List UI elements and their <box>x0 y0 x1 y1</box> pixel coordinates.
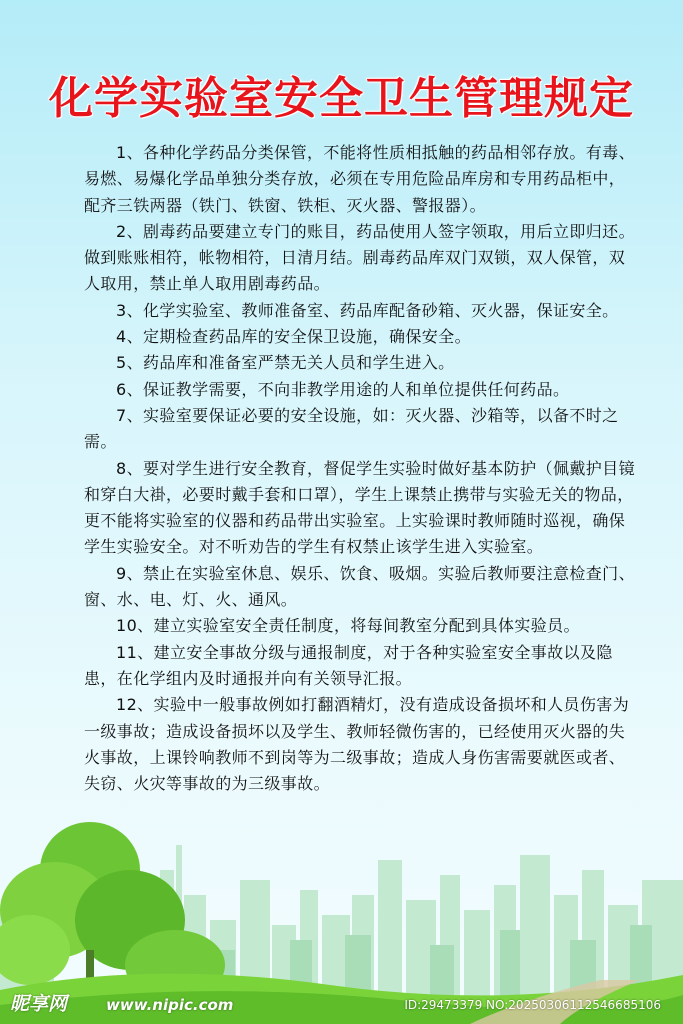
rule-item: 11、建立安全事故分级与通报制度，对于各种实验室安全事故以及隐患，在化学组内及时通报并向有关领导汇报。 <box>84 642 613 688</box>
rule-item: 10、建立实验室安全责任制度，将每间教室分配到具体实验员。 <box>116 616 580 636</box>
rule-item: 12、实验中一般事故例如打翻酒精灯，没有造成设备损坏和人员伤害为一级事故；造成设备损坏以及学生、教师轻微伤害的，已经使用灭火器的失火事故，上课铃响教师不到岗等为二级事故；造成人身伤害需要就医或者、失窃、火灾等事故的为三级事故。 <box>84 695 630 794</box>
rules-list <box>84 140 640 797</box>
rule-item: 8、要对学生进行安全教育，督促学生实验时做好基本防护（佩戴护目镜和穿白大褂，必要时戴手套和口罩），学生上课禁止携带与实验无关的物品，更不能将实验室的仪器和药品带出实验室。上实验课时教师随时巡视，确保学生实验安全。对不听劝告的学生有权禁止该学生进入实验室。 <box>84 458 635 557</box>
watermark-id: ID:29473379 NO:20250306112546685106 <box>404 998 661 1012</box>
rule-item: 7、实验室要保证必要的安全设施，如：灭火器、沙箱等，以备不时之需。 <box>84 405 619 452</box>
city-landscape-illustration <box>0 800 683 1024</box>
rule-item: 6、保证教学需要，不向非教学用途的人和单位提供任何药品。 <box>116 379 570 399</box>
rule-item: 4、定期检查药品库的安全保卫设施，确保安全。 <box>116 327 471 347</box>
watermark-logo: 昵享网 <box>10 993 68 1015</box>
rule-item: 3、化学实验室、教师准备室、药品库配备砂箱、灭火器，保证安全。 <box>116 300 619 320</box>
rule-item: 9、禁止在实验室休息、娱乐、饮食、吸烟。实验后教师要注意检查门、窗、水、电、灯、火、通风。 <box>84 563 635 610</box>
rule-item: 5、药品库和准备室严禁无关人员和学生进入。 <box>116 353 455 373</box>
rule-item: 1、各种化学药品分类保管，不能将性质相抵触的药品相邻存放。有毒、易燃、易爆化学品单独分类存放，必须在专用危险品库房和专用药品柜中，配齐三铁两器（铁门、铁窗、铁柜、灭火器、警报器）。 <box>84 143 635 215</box>
rule-item: 2、剧毒药品要建立专门的账目，药品使用人签字领取，用后立即归还。做到账账相符，帐物相符，日清月结。剧毒药品库双门双锁，双人保管，双人取用，禁止单人取用剧毒药品。 <box>84 221 635 294</box>
watermark-url: www.nipic.com <box>106 996 234 1014</box>
poster-title: 化学实验室安全卫生管理规定 <box>49 73 634 124</box>
